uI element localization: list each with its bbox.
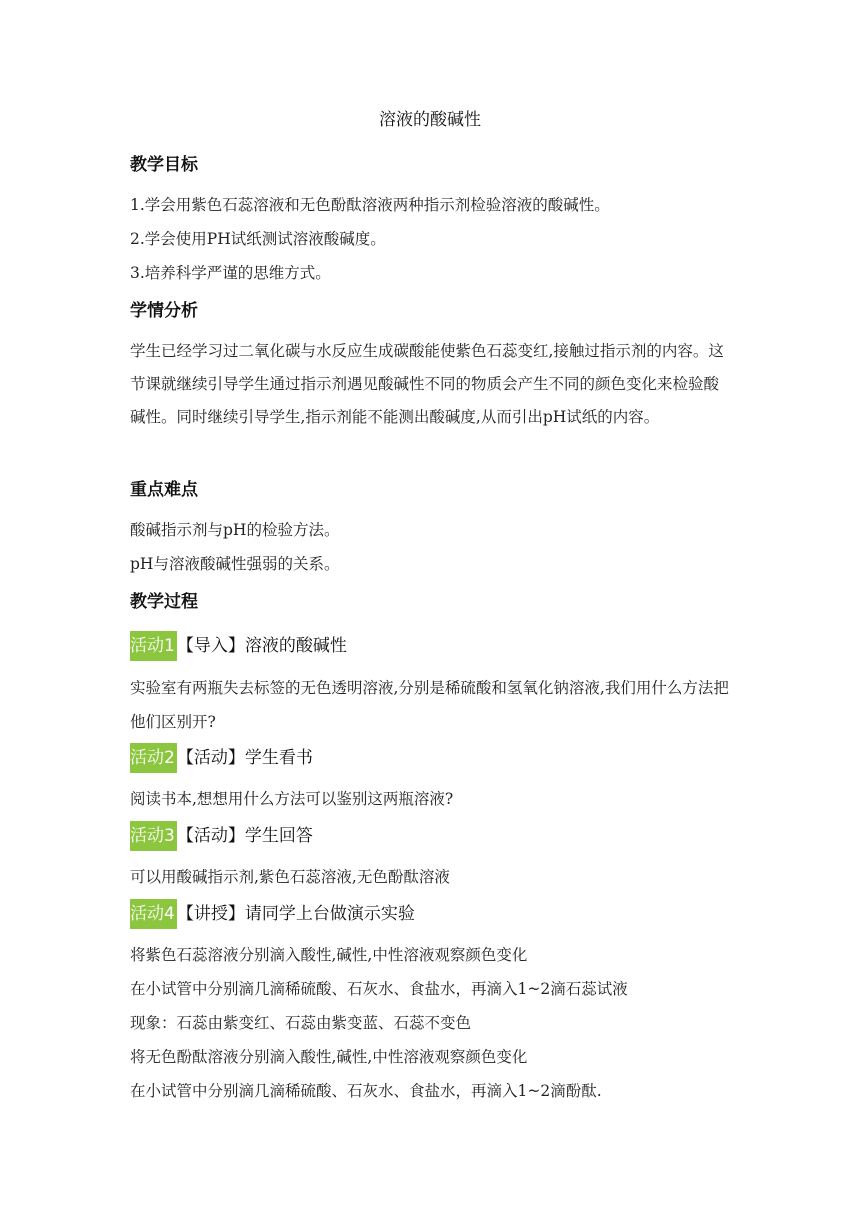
activity-4-line-2: 在小试管中分别滴几滴稀硫酸、石灰水、食盐水，再滴入1~2滴石蕊试液 [130,980,628,998]
heading-analysis: 学情分析 [130,301,198,321]
activity-1-text: 实验室有两瓶失去标签的无色透明溶液,分别是稀硫酸和氢氧化钠溶液,我们用什么方法把他们区别开? [130,679,729,731]
heading-keypoints: 重点难点 [130,480,198,500]
objective-item-2: 2.学会使用PH试纸测试溶液酸碱度。 [130,230,386,248]
objective-item-3: 3.培养科学严谨的思维方式。 [130,264,331,282]
document-title: 溶液的酸碱性 [379,110,481,130]
activity-4-line-5: 在小试管中分别滴几滴稀硫酸、石灰水、食盐水，再滴入1~2滴酚酞. [130,1082,602,1100]
activity-title: 【讲授】请同学上台做演示实验 [176,904,415,924]
activity-4-heading [130,899,415,929]
activity-4-line-3: 现象：石蕊由紫变红、石蕊由紫变蓝、石蕊不变色 [130,1014,472,1032]
activity-4-line-1: 将紫色石蕊溶液分别滴入酸性,碱性,中性溶液观察颜色变化 [130,946,528,964]
activity-3-heading [130,821,313,851]
activity-2-text: 阅读书本,想想用什么方法可以鉴别这两瓶溶液? [130,790,454,808]
activity-badge: 活动1 [130,631,177,661]
keypoint-item-2: pH与溶液酸碱性强弱的关系。 [130,555,340,573]
heading-objectives: 教学目标 [130,155,198,175]
activity-title: 【导入】溶液的酸碱性 [176,636,347,656]
objective-item-1: 1.学会用紫色石蕊溶液和无色酚酞溶液两种指示剂检验溶液的酸碱性。 [130,196,610,214]
heading-process: 教学过程 [130,592,198,612]
activity-badge: 活动2 [130,743,177,773]
activity-title: 【活动】学生看书 [176,748,313,768]
activity-1-heading [130,631,347,661]
document-page [130,0,740,1216]
activity-badge: 活动3 [130,821,177,851]
analysis-paragraph: 学生已经学习过二氧化碳与水反应生成碳酸能使紫色石蕊变红,接触过指示剂的内容。这节课就继续引导学生通过指示剂遇见酸碱性不同的物质会产生不同的颜色变化来检验酸碱性。同时继续引导学生,指示剂能不能测出酸碱度,从而引出pH试纸的内容。 [130,342,724,426]
activity-badge: 活动4 [130,899,177,929]
activity-2-heading [130,743,313,773]
activity-3-text: 可以用酸碱指示剂,紫色石蕊溶液,无色酚酞溶液 [130,868,450,886]
activity-4-line-4: 将无色酚酞溶液分别滴入酸性,碱性,中性溶液观察颜色变化 [130,1048,528,1066]
keypoint-item-1: 酸碱指示剂与pH的检验方法。 [130,521,340,539]
activity-title: 【活动】学生回答 [176,826,313,846]
